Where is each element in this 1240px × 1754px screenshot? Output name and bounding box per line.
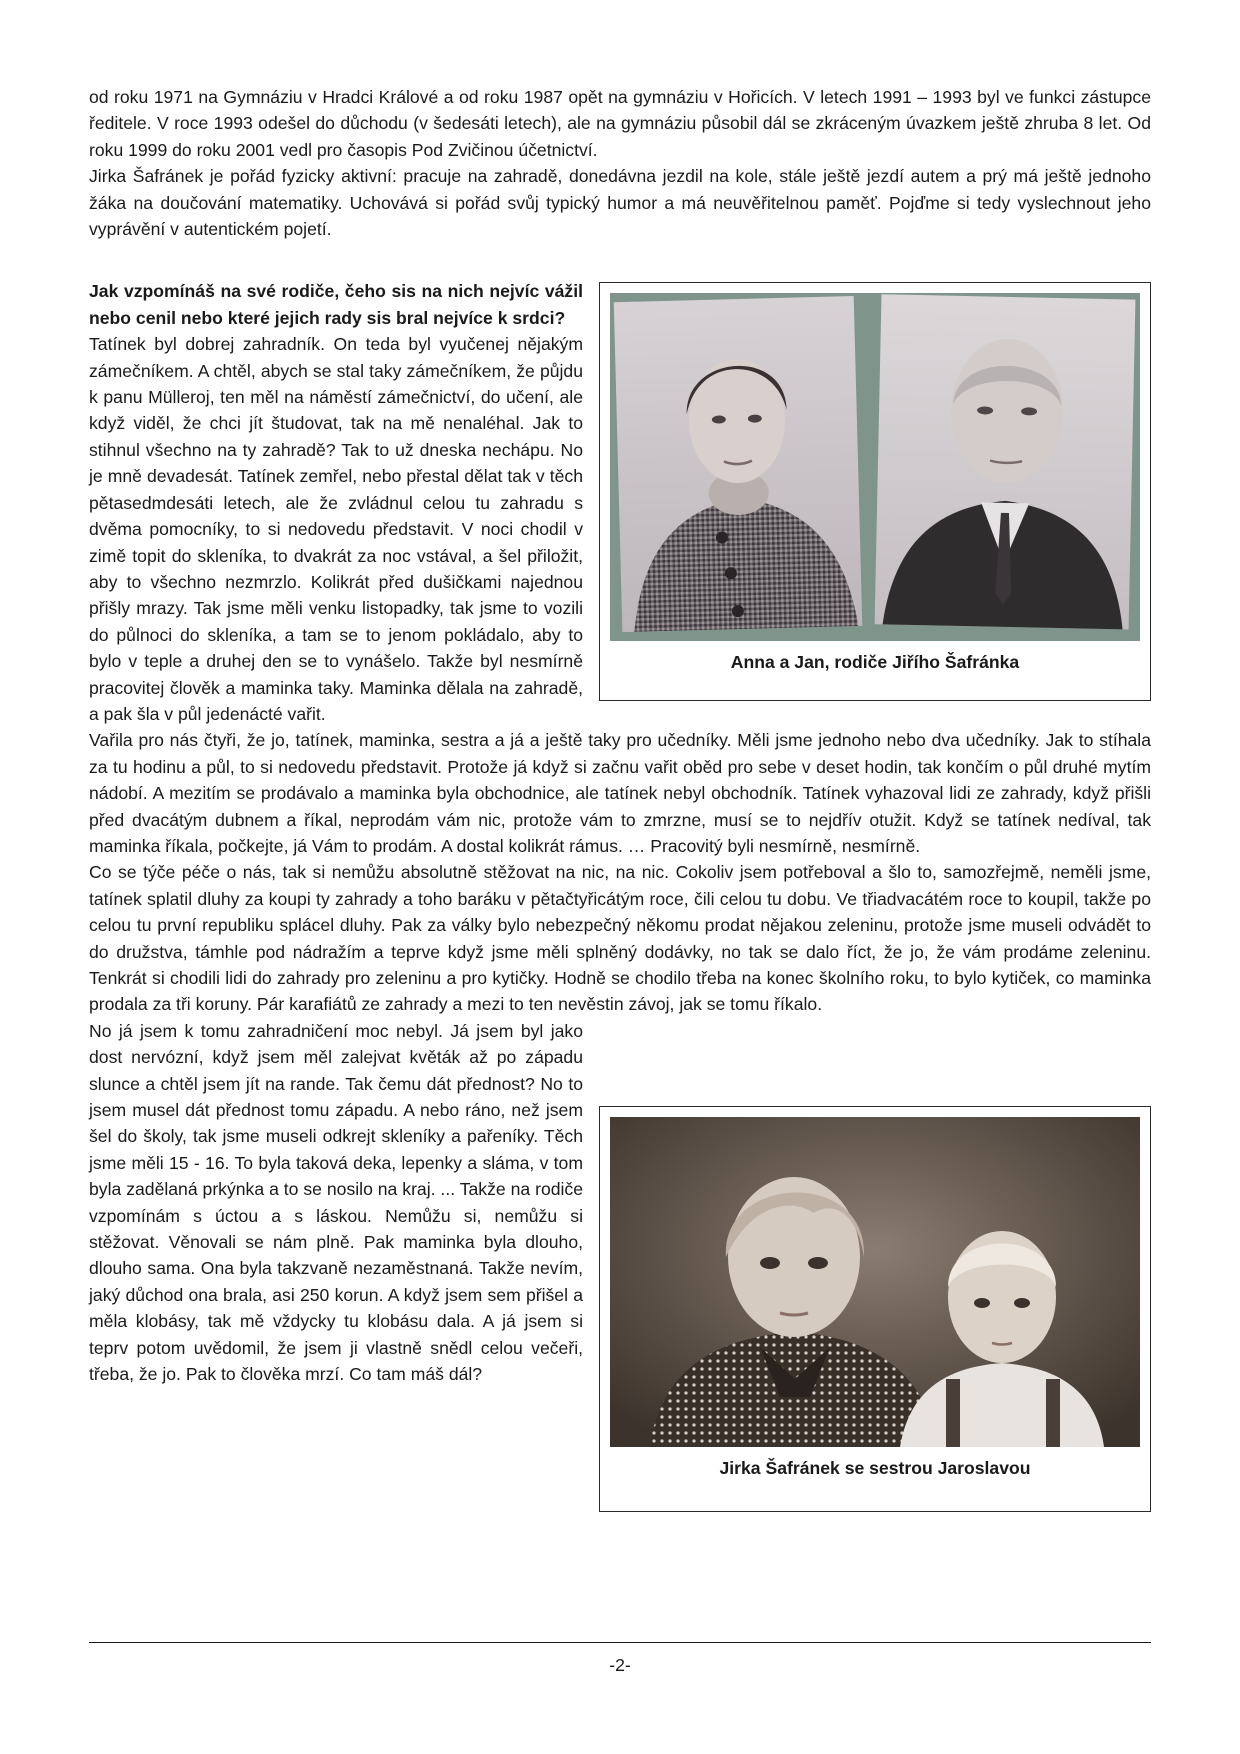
- siblings-caption: Jirka Šafránek se sestrou Jaroslavou: [719, 1457, 1031, 1478]
- answer-paragraph-3: Co se týče péče o nás, tak si nemůžu absolutně stěžovat na nic, na nic. Cokoliv jsem potřeboval a šlo to, samozřejmě, neměli jsme, tatínek splatil dluhy za koupi ty zahrady a toho baráku v pětačtyřicátým roce, čili celou tu dobu. Ve třiadvacátém roce to koupil, takže po celou tu první republiku splácel dluhy. Pak za války bylo nebezpečný někomu prodat nějakou zeleninu, protože jsme museli odvádět to do družstva, támhle pod nádražím a teprve když jsme měli splněný dodávky, no tak se dalo říct, že jo, že vám prodáme zeleninu. Tenkrát si chodili lidi do zahrady pro zeleninu a pro kytičky. Hodně se chodilo třeba na konec školního roku, to bylo kytiček, co maminka prodala za tři koruny. Pár karafiátů ze zahrady a mezi to ten nevěstin závoj, jak se tomu říkalo.: [89, 862, 1151, 1015]
- footer-rule: [89, 1642, 1151, 1643]
- answer-paragraph-2: Vařila pro nás čtyři, že jo, tatínek, maminka, sestra a já a ještě taky pro učedníky. Měli jsme jednoho nebo dva učedníky. Jak to stíhala za tu hodinu a půl, to si nedovedu představit. Protože já když si začnu vařit oběd pro sebe v deset hodin, tak končím o půl druhé mytím nádobí. A mezitím se prodávalo a maminka byla obchodnice, ale tatínek nebyl obchodník. Tatínek vyhazoval lidi ze zahrady, když přišli před dvacátým dubnem a říkal, neprodám vám nic, protože vám to zmrzne, musí se to nejdřív otužit. Když se tatínek nedíval, tak maminka říkala, počkejte, já Vám to prodám. A dostal kolikrát rámus. … Pracovitý byli nesmírně, nesmírně.: [89, 730, 1151, 856]
- answer-paragraph-4: No já jsem k tomu zahradničení moc nebyl. Já jsem byl jako dost nervózní, když jsem měl zalejvat květák až po západu slunce a chtěl jsem jít na rande. Tak čemu dát přednost? No to jsem musel dát přednost tomu západu. A nebo ráno, než jsem šel do školy, tak jsme museli odkrejt skleníky a pařeníky. Těch jsme měli 15 - 16. To byla taková deka, lepenky a sláma, v tom byla zadělaná prkýnka a to se nosilo na kraj. ... Takže na rodiče vzpomínám s úctou a s láskou. Nemůžu si, nemůžu si stěžovat. Věnovali se nám plně. Pak maminka byla dlouho, dlouho sama. Ona byla takzvaně nezaměstnaná. Takže nevím, jaký důchod ona brala, asi 250 korun. A když jsem sem přišel a měla klobásy, tak mě vždycky tu klobásu dala. A já jsem si teprv potom uvědomil, že jsem ji vlastně snědl celou večeři, třeba, že jo. Pak to člověka mrzí. Co tam máš dál?: [89, 1020, 583, 1385]
- siblings-photo: [610, 1117, 1140, 1447]
- article-body: [89, 84, 1151, 1512]
- parents-photo: [610, 293, 1140, 641]
- section-gap: [89, 242, 1151, 278]
- parents-photo-image: [610, 293, 1140, 641]
- intro-paragraph-2: Jirka Šafránek je pořád fyzicky aktivní: pracuje na zahradě, donedávna jezdil na kole, stále ještě jezdí autem a prý má ještě jednoho žáka na doučování matematiky. Uchovává si pořád svůj typický humor a má neuvěřitelnou paměť. Pojďme si tedy vyslechnout jeho vyprávění v autentickém pojetí.: [89, 166, 1151, 240]
- parents-figure: [599, 282, 1151, 701]
- answer-paragraph-1: Tatínek byl dobrej zahradník. On teda byl vyučenej nějakým zámečníkem. A chtěl, abych se stal taky zámečníkem, že půjdu k panu Mülleroj, ten měl na náměstí zámečnictví, do učení, ale když viděl, že chci jít študovat, tak na mě nenaléhal. Jak to stihnul všechno na ty zahradě? Tak to už dneska nechápu. No je mně devadesát. Tatínek zemřel, nebo přestal dělat tak v těch pětasedmdesáti letech, ale že zvládnul celou tu zahradu s dvěma pomocníky, to si nedovedu představit. V noci chodil v zimě topit do skleníka, to dvakrát za noc vstával, a šel přiložit, aby to všechno nezmrzlo. Kolikrát před dušičkami najednou přišly mrazy. Tak jsme měli venku listopadky, tak jsme to vozili do půlnoci do skleníka, a tam se to jenom pokládalo, aby to bylo v teple a druhej den se to vynášelo. Takže byl nesmírně pracovitej člověk a maminka taky. Maminka dělala na zahradě, a pak šla v půl jedenácté vařit.: [89, 334, 583, 724]
- siblings-photo-image: [610, 1117, 1140, 1447]
- intro-paragraph-1: od roku 1971 na Gymnáziu v Hradci Králové a od roku 1987 opět na gymnáziu v Hořicích. V letech 1991 – 1993 byl ve funkci zástupce ředitele. V roce 1993 odešel do důchodu (v šedesáti letech), ale na gymnáziu působil dál se zkráceným úvazkem ještě zhruba 8 let. Od roku 1999 do roku 2001 vedl pro časopis Pod Zvičinou účetnictví.: [89, 87, 1151, 160]
- page-number: -2-: [609, 1655, 631, 1675]
- interview-question: Jak vzpomínáš na své rodiče, čeho sis na nich nejvíc vážil nebo cenil nebo které jejich rady sis bral nejvíce k srdci?: [89, 281, 583, 328]
- parents-caption: Anna a Jan, rodiče Jiřího Šafránka: [730, 652, 1020, 673]
- siblings-figure: [599, 1106, 1151, 1512]
